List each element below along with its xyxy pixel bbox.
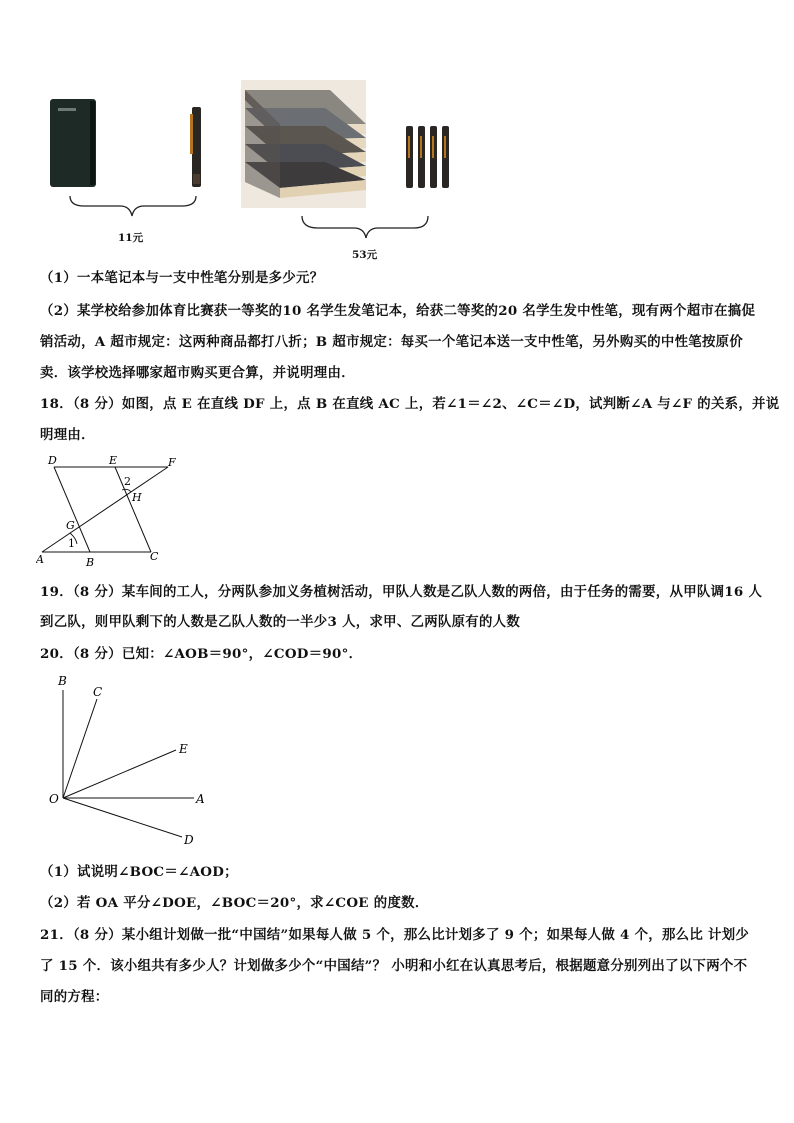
label-C: C	[150, 550, 159, 563]
ray-oc	[63, 699, 97, 798]
ray-od	[63, 798, 182, 837]
label-C: C	[93, 685, 103, 699]
q17-part1: （1）一本笔记本与一支中性笔分别是多少元？	[40, 270, 324, 286]
label-A: A	[196, 792, 205, 806]
label-B: B	[86, 556, 95, 569]
price-figure	[40, 78, 480, 263]
q20-part1: （1）试说明∠BOC＝∠AOD；	[40, 864, 238, 880]
q21-line1: 21．（8 分）某小组计划做一批“中国结”如果每人做 5 个，那么比计划多了 9 个；如果每人做 4 个，那么比 计划少	[40, 927, 750, 943]
q21-line2: 了 15 个．该小组共有多少人？计划做多少个“中国结”？ 小明和小红在认真思考后，根据题意分别列出了以下两个不	[40, 958, 748, 974]
pen-image	[190, 107, 201, 187]
label-O: O	[49, 792, 59, 806]
label-E: E	[109, 454, 118, 467]
label-D: D	[184, 833, 194, 847]
label-D: D	[48, 454, 57, 467]
right-price-label: 53元	[352, 249, 378, 261]
q18-geometry-figure	[36, 452, 186, 570]
price-illustration	[40, 78, 480, 263]
label-two: 2	[124, 475, 131, 488]
q18-line2: 明理由．	[40, 427, 95, 443]
label-F: F	[168, 456, 176, 469]
line-af	[42, 467, 168, 552]
notebook-image	[50, 99, 96, 187]
label-one: 1	[68, 537, 75, 550]
left-price-label: 11元	[118, 232, 144, 244]
label-E: E	[179, 742, 188, 756]
line-ec	[115, 467, 151, 552]
q17-part2-line1: （2）某学校给参加体育比赛获一等奖的10 名学生发笔记本，给获二等奖的20 名学生发中性笔，现有两个超市在搞促	[40, 303, 756, 319]
q20-line1: 20．（8 分）已知：∠AOB＝90°，∠COD＝90°．	[40, 646, 363, 662]
q18-line1: 18．（8 分）如图，点 E 在直线 DF 上，点 B 在直线 AC 上，若∠1＝∠2、∠C＝∠D，试判断∠A 与∠F 的关系，并说	[40, 396, 780, 412]
right-brace	[302, 216, 428, 238]
q17-part2-line2: 销活动，A 超市规定：这两种商品都打八折；B 超市规定：每买一个笔记本送一支中性笔，另外购买的中性笔按原价	[40, 334, 744, 350]
notebook-stack-image	[241, 80, 366, 208]
angle-2-arc	[122, 489, 131, 492]
left-brace	[70, 196, 196, 216]
label-G: G	[66, 519, 75, 532]
ray-oe	[63, 750, 176, 798]
q19-line1: 19．（8 分）某车间的工人，分两队参加义务植树活动，甲队人数是乙队人数的两倍，由于任务的需要，从甲队调16 人	[40, 584, 763, 600]
q17-part2-line3: 卖．该学校选择哪家超市购买更合算，并说明理由．	[40, 365, 355, 381]
label-A: A	[36, 553, 44, 566]
four-pens-image	[406, 126, 449, 188]
q20-part2: （2）若 OA 平分∠DOE，∠BOC＝20°，求∠COE 的度数．	[40, 895, 429, 911]
q20-angle-figure	[44, 672, 214, 850]
label-B: B	[58, 674, 67, 688]
q21-line3: 同的方程：	[40, 989, 109, 1005]
q19-line2: 到乙队，则甲队剩下的人数是乙队人数的一半少3 人，求甲、乙两队原有的人数	[40, 614, 521, 630]
label-H: H	[132, 491, 142, 504]
